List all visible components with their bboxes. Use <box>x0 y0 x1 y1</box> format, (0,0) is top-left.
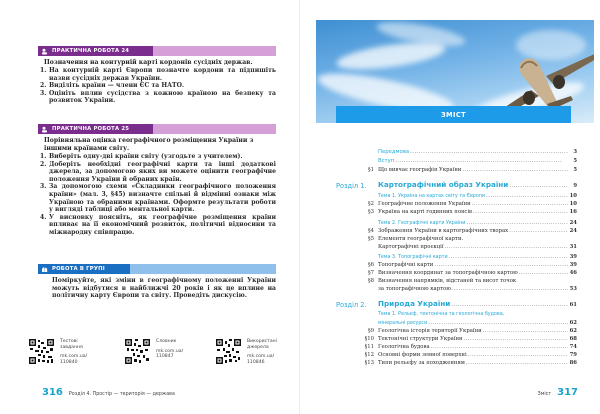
chapter-2-label: Розділ 2. <box>336 301 367 309</box>
qr-link[interactable]: mk.com.ua/ <box>156 348 184 354</box>
qr-caption: Словник mk.com.ua/ 110847 <box>156 339 184 360</box>
practical-work-25-header <box>38 124 276 134</box>
list-item: 2. Доберіть необхідні географічні карти та інші додаткові джерела, за допомогою яких ви можете оцінити географічне положення України й обраних країн. <box>40 160 276 183</box>
person-search-icon <box>41 48 48 55</box>
running-title: Зміст <box>537 392 552 397</box>
list-item: 2. Виділіть країни — члени ЄС та НАТО. <box>40 82 185 90</box>
qr-link[interactable]: mk.com.ua/ <box>247 354 275 360</box>
list-item: 1. На контурній карті Європи позначте кордони та підпишіть назви сусідніх держав України. <box>40 67 276 82</box>
toc-entry[interactable]: §13 Типи рельєфу за походженням . . . 86 <box>378 360 577 367</box>
toc-entry[interactable]: Передмова . . . 3 <box>378 149 577 156</box>
group-work-header <box>38 264 276 274</box>
toc-topic[interactable]: Тема 1. Рельєф, тектонічна та геологічна будова, <box>378 312 505 317</box>
toc-topic[interactable]: Тема 1. Україна на картах світу та Європи . . . 10 <box>378 193 577 201</box>
page-number: 316 <box>42 387 63 398</box>
list-item: 4. У висновку поясніть, як географічне розміщення країни впливає на її економічний розвиток, політичні відносини та міжнародну співпрацю. <box>40 213 276 236</box>
toc-entry[interactable]: §3 Україна на карті годинних поясів . . . 16 <box>378 209 577 216</box>
toc-entry[interactable]: §1 Що вивчає географія України . . . 5 <box>378 167 577 174</box>
toc-entry[interactable]: §12 Основні форми земної поверхні . . . 79 <box>378 352 577 359</box>
practical-work-24-header <box>38 46 276 56</box>
toc-entry[interactable]: §8 Визначення напрямків, відстаней та висот точок <box>367 278 517 284</box>
list-item: 1. Виберіть одну-дві країни світу (узгодьте з учителем). <box>40 153 243 160</box>
group-work-text: Поміркуйте, які зміни в географічному положенні України можуть відбутися в найближчі 20 років і як це вплине на політичну карту Європи та світу. Проведіть дискусію. <box>52 277 276 300</box>
person-search-icon <box>41 126 48 133</box>
qr-glossary[interactable] <box>125 339 183 364</box>
practical-work-25-title: Порівняльна оцінка географічного розміщення України з іншими країнами світу. <box>44 137 254 152</box>
running-title: Розділ 4. Простір — територія — держава <box>68 392 175 397</box>
toc-chapter[interactable]: Природа України . . . 61 <box>378 301 577 309</box>
group-work-label: РОБОТА В ГРУПІ <box>52 266 105 272</box>
qr-link[interactable]: mk.com.ua/ <box>60 354 88 360</box>
qr-code-icon[interactable] <box>125 339 150 364</box>
list-item: 3. За допомогою схеми «Складники географічного положення країни» (мал. 3, §45) визначте спільні й відмінні ознаки між Україною та обраними країнами. Оформте результати роботи у вигляді таблиці або ментальної карти. <box>40 183 276 214</box>
toc-entry[interactable]: §4 Зображення України в картографічних творах . . . 24 <box>378 228 577 235</box>
practical-work-24-title: Позначення на контурній карті кордонів сусідніх держав. <box>44 59 253 66</box>
toc-entry[interactable]: Вступ . . . 5 <box>378 158 577 165</box>
toc-topic[interactable]: Тема 3. Топографічні карти . . . 39 <box>378 254 577 262</box>
qr-caption: Тестові завдання mk.com.ua/ 110840 <box>60 339 88 365</box>
left-page-footer <box>42 387 175 398</box>
toc-topic[interactable]: мінеральні ресурси . . . 62 <box>378 320 577 328</box>
practical-work-24-label: ПРАКТИЧНА РОБОТА 24 <box>52 48 130 54</box>
qr-tests[interactable] <box>29 339 87 365</box>
qr-code-icon[interactable] <box>216 339 241 364</box>
toc-entry[interactable]: §7 Визначення координат за топографічною картою . . . 46 <box>378 270 577 277</box>
right-page-footer <box>538 387 578 398</box>
qr-code-icon[interactable] <box>29 339 54 364</box>
toc-entry[interactable]: §10 Тектонічні структури України . . . 68 <box>378 336 577 343</box>
toc-topic[interactable]: Тема 2. Географічні карти України . . . 24 <box>378 220 577 228</box>
practical-work-25-list <box>40 153 276 237</box>
chapter-1-label: Розділ 1. <box>336 182 367 190</box>
practical-work-25-label: ПРАКТИЧНА РОБОТА 25 <box>52 126 130 132</box>
toc-entry[interactable]: Картографічні проєкції . . . 31 <box>378 244 577 251</box>
toc-entry[interactable]: §2 Географічне положення України . . . 10 <box>378 201 577 208</box>
toc-entry[interactable]: за топографічною картою . . . 53 <box>378 286 577 293</box>
toc-entry[interactable]: §9 Геологічна історія території України . . . 62 <box>378 328 577 335</box>
list-item: 3. Оцініть вплив сусідства з кожною країною на безпеку та розвиток України. <box>40 89 276 105</box>
toc-entry[interactable]: §11 Геологічна будова . . . 74 <box>378 344 577 351</box>
contents-title: ЗМІСТ <box>336 106 571 123</box>
page-number: 317 <box>557 387 578 398</box>
toc-chapter[interactable]: Картографічний образ України . . . 9 <box>378 182 577 190</box>
group-hands-icon <box>41 266 48 273</box>
qr-caption: Використані джерела mk.com.ua/ 110846 <box>247 339 277 365</box>
practical-work-24-list <box>40 67 276 105</box>
toc-entry[interactable]: §6 Топографічні карти . . . 39 <box>378 262 577 269</box>
qr-sources[interactable] <box>216 339 277 365</box>
toc-entry[interactable]: §5 Елементи географічної карти. <box>367 236 464 242</box>
